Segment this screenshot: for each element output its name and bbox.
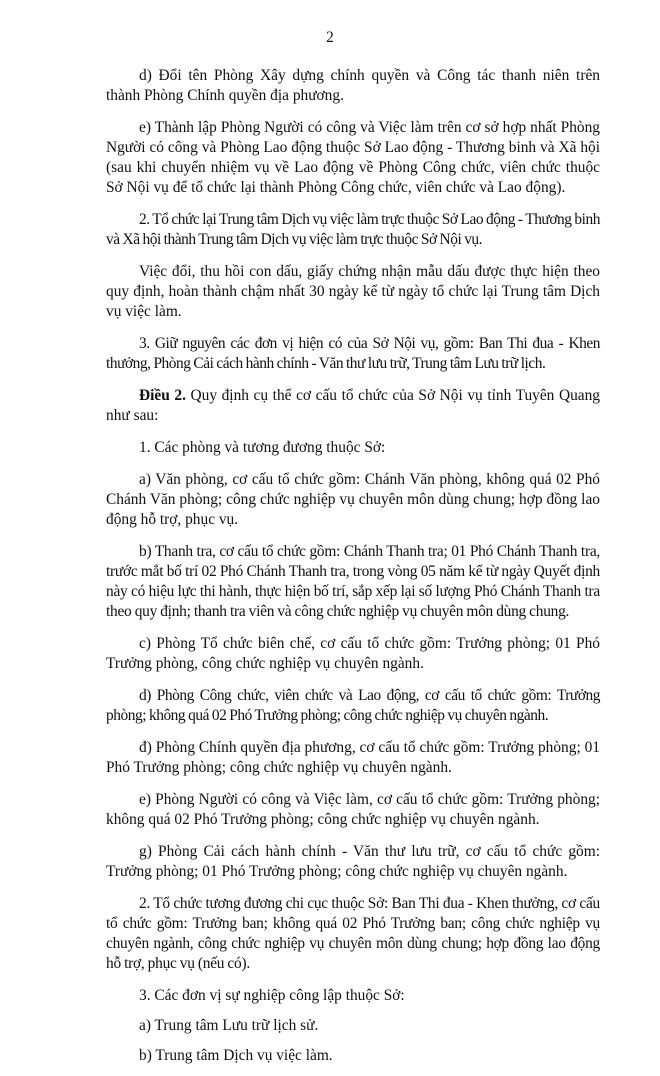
- item-c-paragraph: c) Phòng Tổ chức biên chế, cơ cấu tổ chức gồm: Trưởng phòng; 01 Phó Trưởng phòng, công chức nghiệp vụ chuyên ngành.: [106, 635, 600, 672]
- article-2-text: Quy định cụ thể cơ cấu tổ chức của Sở Nội vụ tỉnh Tuyên Quang như sau:: [106, 387, 600, 424]
- clause-1d-paragraph: d) Đổi tên Phòng Xây dựng chính quyền và Công tác thanh niên trên thành Phòng Chính quyền địa phương.: [106, 67, 600, 104]
- section-3-heading: 3. Các đơn vị sự nghiệp công lập thuộc Sở:: [139, 987, 405, 1004]
- section-1-heading: 1. Các phòng và tương đương thuộc Sở:: [139, 439, 386, 456]
- item-dd-paragraph: đ) Phòng Chính quyền địa phương, cơ cấu tổ chức gồm: Trưởng phòng; 01 Phó Trưởng phòng; công chức nghiệp vụ chuyên ngành.: [106, 739, 600, 776]
- article-2-heading-paragraph: [106, 386, 600, 426]
- item-b-inspectorate-paragraph: b) Thanh tra, cơ cấu tổ chức gồm: Chánh Thanh tra; 01 Phó Chánh Thanh tra, trước mắt bố trí 02 Phó Chánh Thanh tra, trong vòng 05 năm kể từ ngày Quyết định này có hiệu lực thi hành, thực hiện bố trí, sắp xếp lại số lượng Phó Chánh Thanh tra theo quy định; thanh tra viên và công chức nghiệp vụ chuyên môn dùng chung.: [106, 543, 600, 620]
- clause-1e-paragraph: e) Thành lập Phòng Người có công và Việc làm trên cơ sở hợp nhất Phòng Người có công và Phòng Lao động thuộc Sở Lao động - Thương binh và Xã hội (sau khi chuyển nhiệm vụ về Lao động về Phòng Công chức, viên chức thuộc Sở Nội vụ để tổ chức lại thành Phòng Công chức, viên chức và Lao động).: [106, 119, 600, 196]
- item-d-paragraph: d) Phòng Công chức, viên chức và Lao động, cơ cấu tổ chức gồm: Trưởng phòng; không quá 02 Phó Trưởng phòng; công chức nghiệp vụ chuyên ngành.: [106, 687, 600, 724]
- item-g-paragraph: g) Phòng Cải cách hành chính - Văn thư lưu trữ, cơ cấu tổ chức gồm: Trưởng phòng; 01 Phó Trưởng phòng; công chức nghiệp vụ chuyên ngành.: [106, 843, 600, 880]
- item-a-office-paragraph: a) Văn phòng, cơ cấu tổ chức gồm: Chánh Văn phòng, không quá 02 Phó Chánh Văn phòng; công chức nghiệp vụ chuyên môn dùng chung; hợp đồng lao động hỗ trợ, phục vụ.: [106, 471, 600, 528]
- document-body: [106, 66, 600, 1076]
- section-2-paragraph: 2. Tổ chức tương đương chi cục thuộc Sở: Ban Thi đua - Khen thưởng, cơ cấu tổ chức gồm: Trưởng ban; không quá 02 Phó Trưởng ban; công chức nghiệp vụ chuyên ngành, công chức nghiệp vụ chuyên môn dùng chung; hợp đồng lao động hỗ trợ, phục vụ (nếu có).: [106, 895, 600, 972]
- section-3b-item: b) Trung tâm Dịch vụ việc làm.: [139, 1047, 333, 1064]
- article-2-label: Điều 2.: [139, 387, 186, 404]
- seal-change-paragraph: Việc đổi, thu hồi con dấu, giấy chứng nhận mẫu dấu được thực hiện theo quy định, hoàn thành chậm nhất 30 ngày kể từ ngày tổ chức lại Trung tâm Dịch vụ việc làm.: [106, 263, 600, 320]
- item-e-paragraph: e) Phòng Người có công và Việc làm, cơ cấu tổ chức gồm: Trưởng phòng; không quá 02 Phó Trưởng phòng; công chức nghiệp vụ chuyên ngành.: [106, 791, 600, 828]
- section-3a-item: a) Trung tâm Lưu trữ lịch sử.: [139, 1017, 319, 1034]
- page-number: 2: [326, 29, 334, 46]
- clause-3-paragraph: 3. Giữ nguyên các đơn vị hiện có của Sở Nội vụ, gồm: Ban Thi đua - Khen thưởng, Phòng Cải cách hành chính - Văn thư lưu trữ, Trung tâm Lưu trữ lịch.: [106, 335, 600, 372]
- clause-2-paragraph: 2. Tổ chức lại Trung tâm Dịch vụ việc làm trực thuộc Sở Lao động - Thương binh và Xã hội thành Trung tâm Dịch vụ việc làm trực thuộc Sở Nội vụ.: [106, 211, 600, 248]
